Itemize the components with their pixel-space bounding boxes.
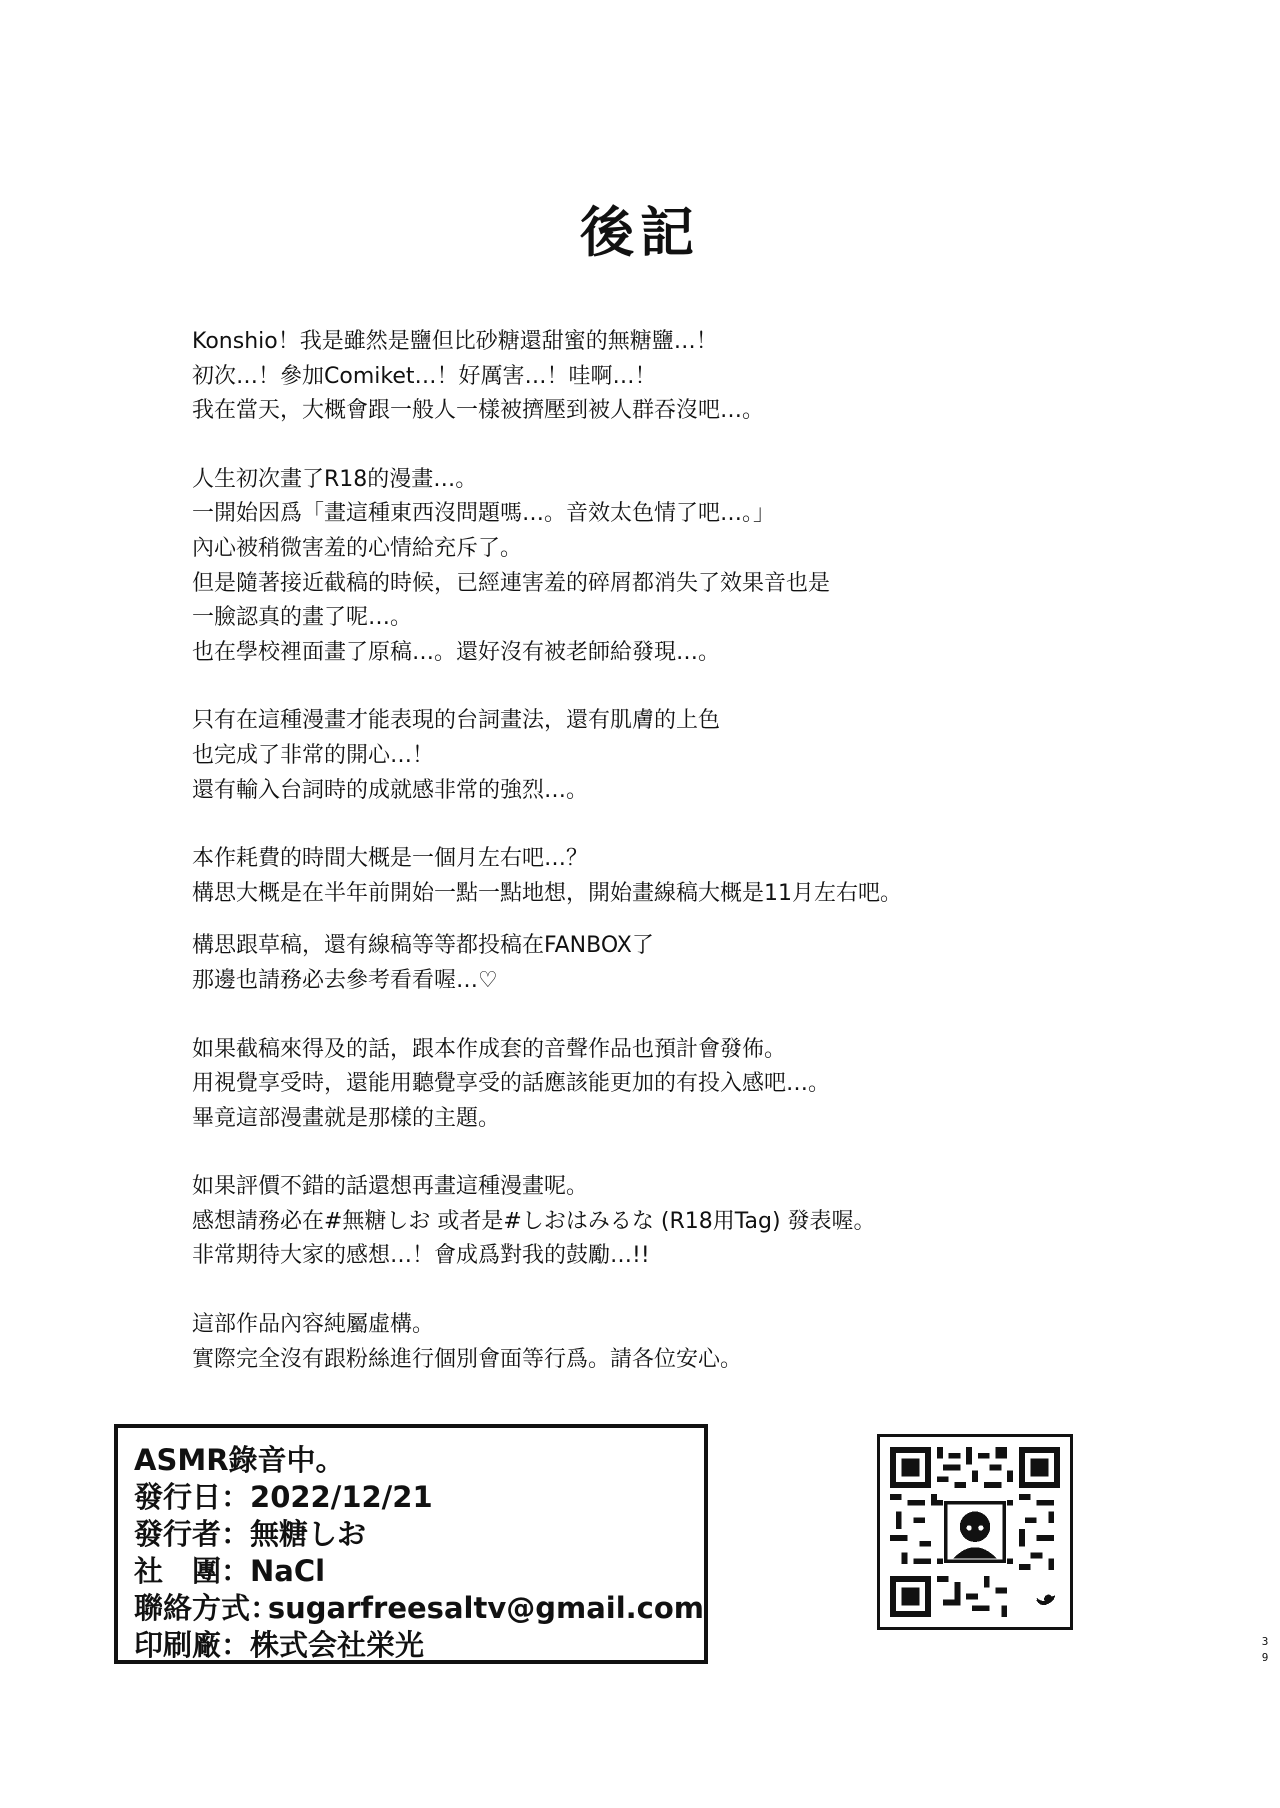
afterword-line: 用視覺享受時，還能用聽覺享受的話應該能更加的有投入感吧…。: [192, 1071, 831, 1097]
colophon-label: 發行者：: [134, 1517, 251, 1551]
colophon-label: 社 團：: [134, 1554, 251, 1588]
page-title: 後記: [580, 201, 700, 264]
afterword-line: 如果評價不錯的話還想再畫這種漫畫呢。: [192, 1174, 589, 1200]
afterword-line: 內心被稍微害羞的心情給充斥了。: [192, 535, 523, 561]
colophon-value: 2022/12/21: [250, 1480, 433, 1514]
afterword-line: 實際完全沒有跟粉絲進行個別會面等行爲。請各位安心。: [192, 1346, 743, 1372]
afterword-line: 構思大概是在半年前開始一點一點地想，開始畫線稿大概是11月左右吧。: [192, 880, 902, 906]
afterword-line: 初次…！參加Comiket…！好厲害…！哇啊…！: [192, 363, 657, 389]
colophon-label: 聯絡方式：: [134, 1591, 280, 1625]
afterword-line: 這部作品內容純屬虛構。: [192, 1312, 435, 1338]
afterword-line: 一開始因爲「畫這種東西沒問題嗎…。音效太色情了吧…。」: [192, 501, 776, 527]
afterword-line: 本作耗費的時間大概是一個月左右吧…？: [192, 846, 589, 872]
page-number-digit: 9: [1261, 1651, 1269, 1664]
colophon-title: ASMR錄音中。: [134, 1443, 345, 1477]
page-number-digit: 3: [1261, 1635, 1269, 1648]
afterword-line: 那邊也請務必去參考看看喔…♡: [192, 967, 498, 993]
afterword-line: 畢竟這部漫畫就是那樣的主題。: [192, 1105, 501, 1131]
colophon-label: 印刷廠：: [134, 1628, 251, 1662]
afterword-paragraph: [192, 704, 1092, 808]
colophon-row-circle: [134, 1553, 704, 1590]
afterword-line: 我在當天，大概會跟一般人一樣被擠壓到被人群吞沒吧…。: [192, 398, 765, 424]
afterword-line: 也在學校裡面畫了原稿…。還好沒有被老師給發現…。: [192, 639, 721, 665]
afterword-line: 構思跟草稿，還有線稿等等都投稿在FANBOX了: [192, 933, 654, 959]
colophon-row-printer: [134, 1627, 704, 1664]
afterword-line: 但是隨著接近截稿的時候，已經連害羞的碎屑都消失了效果音也是: [192, 570, 831, 596]
afterword-paragraph: [192, 325, 1092, 429]
afterword-body: [192, 325, 1092, 1411]
page-number: [1258, 1634, 1272, 1666]
qr-code-icon: [890, 1447, 1060, 1617]
afterword-paragraph: [192, 842, 1092, 911]
afterword-paragraph: [192, 463, 1092, 671]
afterword-line: 如果截稿來得及的話，跟本作成套的音聲作品也預計會發佈。: [192, 1036, 787, 1062]
colophon-row-publisher: [134, 1516, 704, 1553]
afterword-paragraph: [192, 1170, 1092, 1274]
colophon-row-contact: [134, 1590, 704, 1627]
afterword-line: 人生初次畫了R18的漫畫…。: [192, 466, 478, 492]
afterword-line: 感想請務必在#無糖しお 或者是#しおはみるな (R18用Tag) 發表喔。: [192, 1208, 876, 1234]
colophon-box: [114, 1424, 708, 1664]
afterword-line: 非常期待大家的感想…！會成爲對我的鼓勵…!!: [192, 1243, 650, 1269]
afterword-paragraph: [192, 929, 1092, 998]
colophon-row-date: [134, 1479, 704, 1516]
afterword-line: 也完成了非常的開心…！: [192, 742, 435, 768]
qr-code-frame: [877, 1434, 1073, 1630]
twitter-bird-icon: [1034, 1591, 1057, 1614]
colophon-value: 無糖しお: [250, 1517, 367, 1551]
colophon-value: 株式会社栄光: [250, 1628, 425, 1662]
colophon-value: sugarfreesaltv@gmail.com: [267, 1591, 704, 1625]
afterword-line: Konshio！我是雖然是鹽但比砂糖還甜蜜的無糖鹽…！: [192, 329, 718, 354]
colophon-value: NaCl: [250, 1554, 326, 1588]
afterword-line: 只有在這種漫畫才能表現的台詞畫法，還有肌膚的上色: [192, 708, 721, 734]
afterword-line: 一臉認真的畫了呢…。: [192, 605, 413, 631]
afterword-paragraph: [192, 1308, 1092, 1377]
colophon-label: 發行日：: [134, 1480, 251, 1514]
afterword-paragraph: [192, 1033, 1092, 1137]
afterword-line: 還有輸入台詞時的成就感非常的強烈…。: [192, 777, 589, 803]
